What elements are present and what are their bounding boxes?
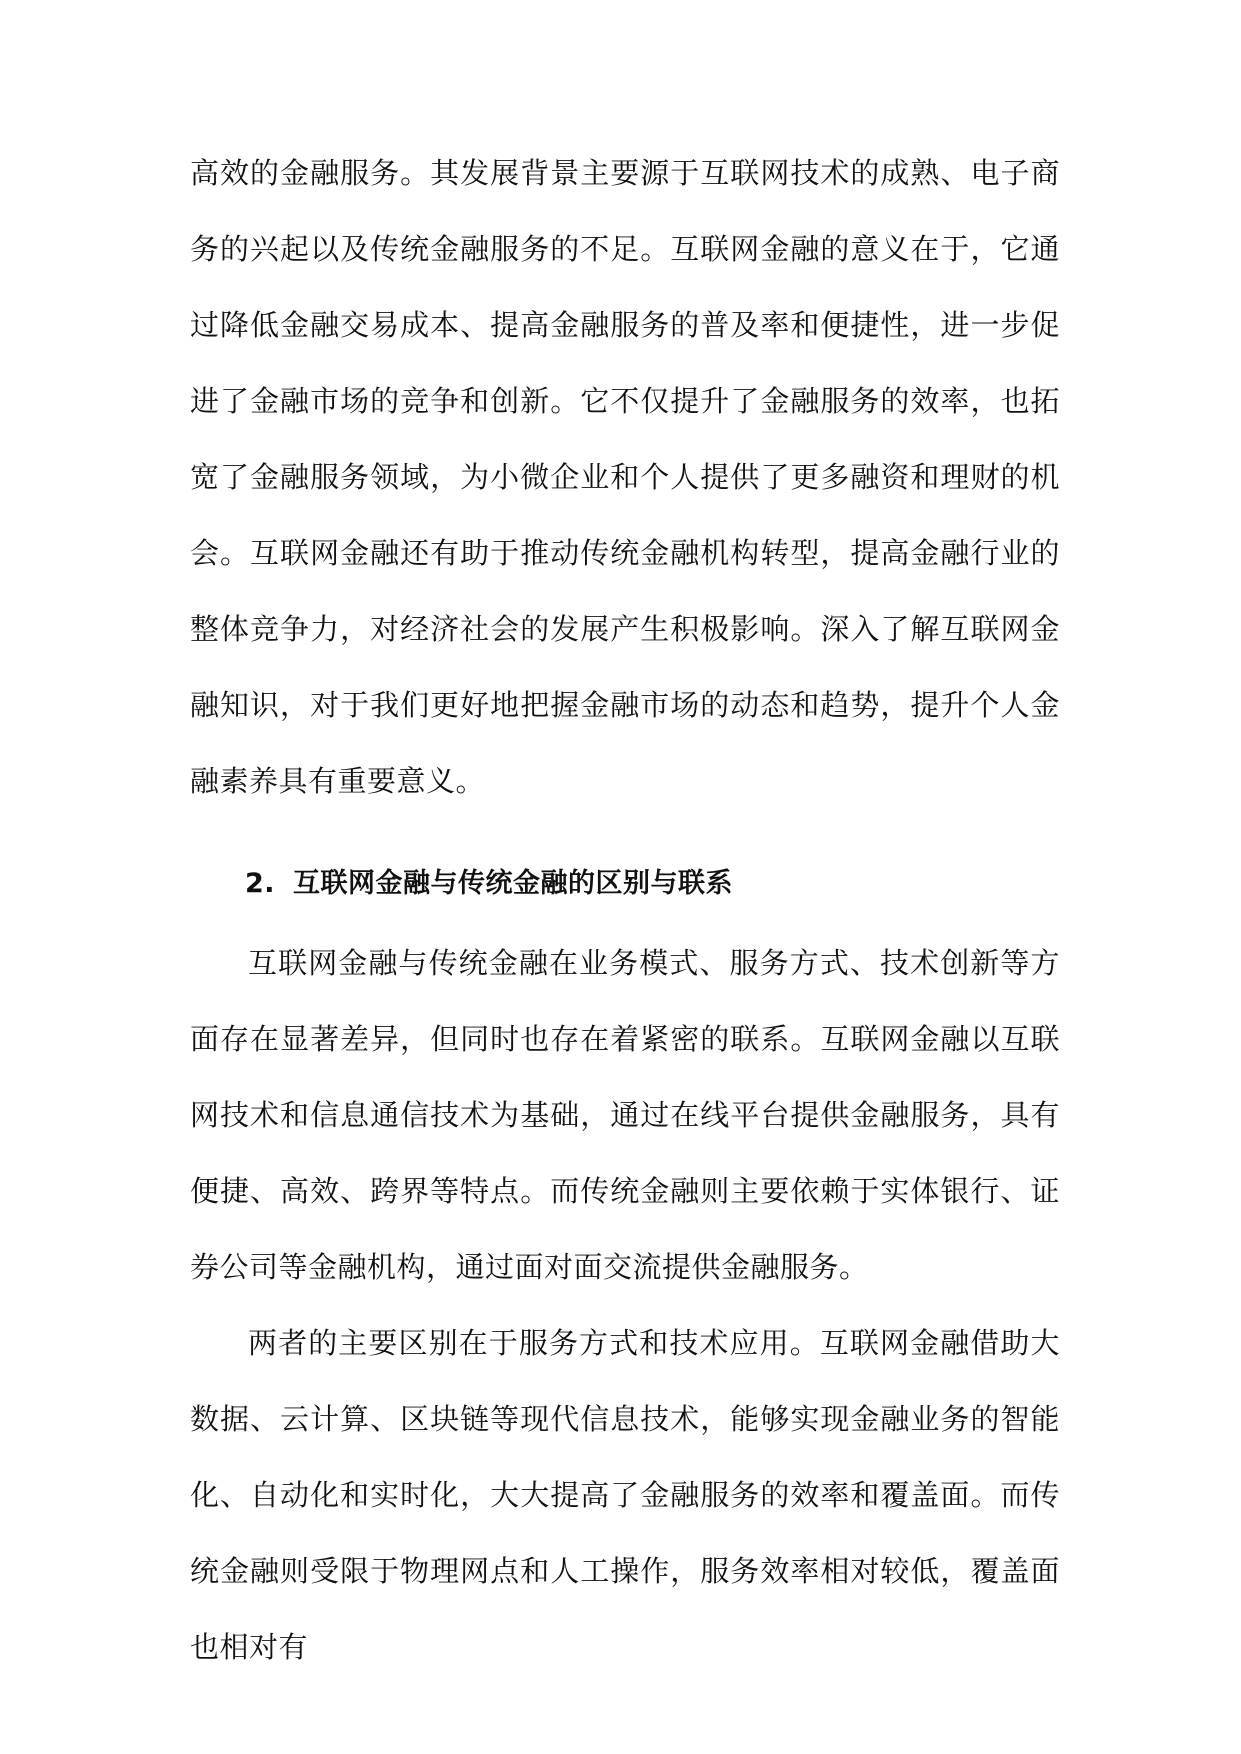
paragraph-1: 高效的金融服务。其发展背景主要源于互联网技术的成熟、电子商务的兴起以及传统金融服务的不足。互联网金融的意义在于，它通过降低金融交易成本、提高金融服务的普及率和便捷性，进一步促进了金融市场的竞争和创新。它不仅提升了金融服务的效率，也拓宽了金融服务领域，为小微企业和个人提供了更多融资和理财的机会。互联网金融还有助于推动传统金融机构转型，提高金融行业的整体竞争力，对经济社会的发展产生积极影响。深入了解互联网金融知识，对于我们更好地把握金融市场的动态和趋势，提升个人金融素养具有重要意义。: [190, 156, 1060, 798]
body-text-bottom: [190, 925, 1060, 1685]
paragraph-3: 两者的主要区别在于服务方式和技术应用。互联网金融借助大数据、云计算、区块链等现代信息技术，能够实现金融业务的智能化、自动化和实时化，大大提高了金融服务的效率和覆盖面。而传统金融则受限于物理网点和人工操作，服务效率相对较低，覆盖面也相对有: [190, 1326, 1060, 1664]
paragraph-2: 互联网金融与传统金融在业务模式、服务方式、技术创新等方面存在显著差异，但同时也存在着紧密的联系。互联网金融以互联网技术和信息通信技术为基础，通过在线平台提供金融服务，具有便捷、高效、跨界等特点。而传统金融则主要依赖于实体银行、证券公司等金融机构，通过面对面交流提供金融服务。: [190, 946, 1060, 1284]
body-text-top: [190, 135, 1060, 819]
section-heading: [245, 864, 733, 904]
section-number: 2.: [245, 868, 276, 899]
section-title: 互联网金融与传统金融的区别与联系: [293, 868, 734, 899]
